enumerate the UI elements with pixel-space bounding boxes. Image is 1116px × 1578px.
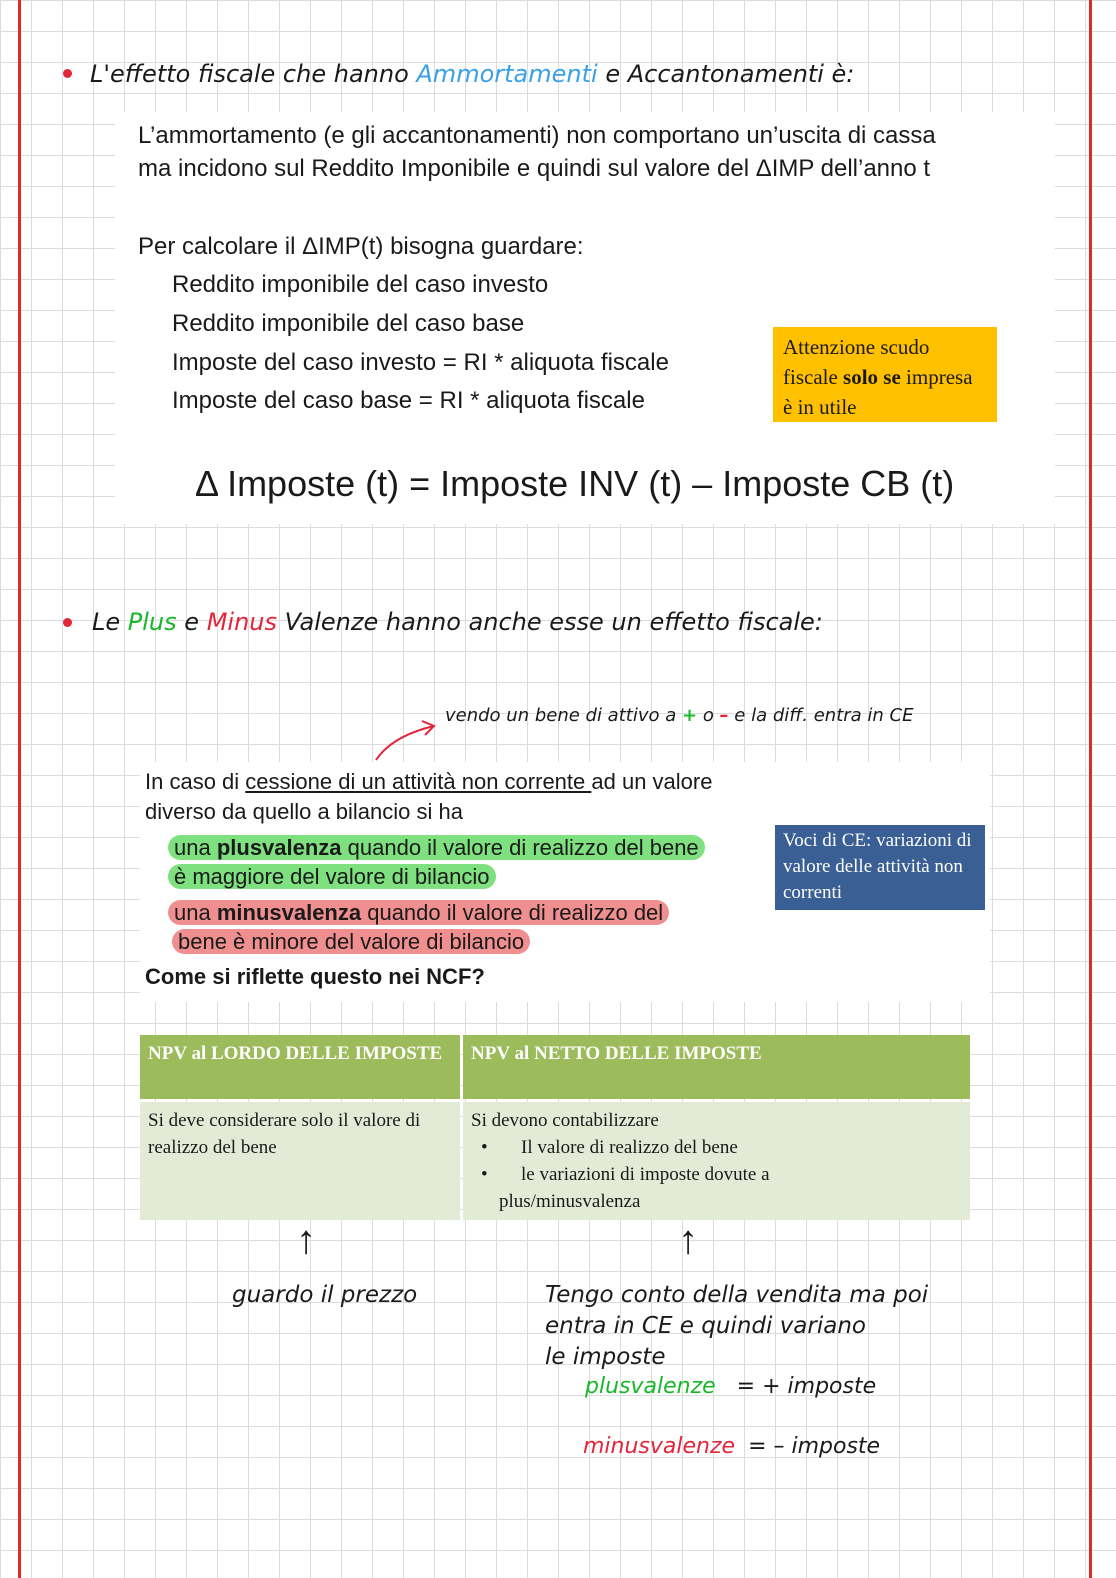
heading-text: L'effetto fiscale che hanno [90,60,409,88]
calc-item: Reddito imponibile del caso base [172,310,525,337]
ce-callout: Voci di CE: variazioni di valore delle attività non correnti [775,825,985,910]
bullet-dot [63,618,72,627]
minusvalenze-equation [583,1432,880,1462]
table-header-row [140,1035,970,1099]
cell-bullet-item [471,1161,962,1188]
curved-arrow-icon [370,718,442,764]
minusvalenza-highlight: bene è minore del valore di bilancio [172,929,530,954]
bullet-glyph: • [481,1164,488,1185]
cession-line [145,767,712,797]
cession-text: In caso di [145,769,246,794]
note-minus: – [719,705,729,726]
minus-text: quando il valore di realizzo del [361,900,664,925]
cell-intro: Si devono contabilizzare [471,1110,659,1131]
plusvalenza-line [168,833,705,863]
plusvalenza-line [168,862,496,892]
note-plus: + [681,705,698,726]
note-line: Tengo conto della vendita ma poi [545,1282,929,1308]
bullet-text: le variazioni di imposte dovute a [521,1164,770,1185]
calc-item: Reddito imponibile del caso investo [172,271,549,298]
plus-text: quando il valore di realizzo del bene [341,835,699,860]
note-line: entra in CE e quindi variano [545,1313,866,1339]
note-text: vendo un bene di attivo a [445,705,677,726]
section2-heading [92,606,823,638]
calc-item: Imposte del caso base = RI * aliquota fiscale [172,387,645,414]
bullet-dot [63,69,72,78]
minusvalenza-highlight [168,900,669,925]
bullet-continuation: plus/minusvalenza [499,1191,641,1212]
up-arrow-icon: ↑ [296,1218,316,1262]
heading-text: e [605,60,621,88]
cell-netto [463,1102,970,1220]
handwritten-note [445,703,913,729]
callout-text: impresa è in utile [783,365,973,419]
right-handwritten-note [545,1280,928,1373]
scudo-fiscale-callout [773,327,997,422]
bullet-glyph: • [481,1137,488,1158]
paragraph-line: ma incidono sul Reddito Imponibile e quindi sul valore del ΔIMP dell’anno t [138,155,931,182]
plusvalenze-word: plusvalenze [585,1374,716,1399]
cession-line: diverso da quello a bilancio si ha [145,799,463,824]
equation-rest: = – imposte [748,1434,881,1459]
note-text: o [702,705,714,726]
calc-item: Imposte del caso investo = RI * aliquota fiscale [172,349,669,376]
cession-underline: cessione di un attività non corrente [245,769,592,794]
minusvalenza-line [172,927,530,957]
right-margin-line [1089,0,1092,1578]
minusvalenze-word: minusvalenze [583,1434,736,1459]
callout-text: Attenzione scudo fiscale [783,335,930,389]
heading-minus: Minus [206,608,277,636]
bullet-text: Il valore di realizzo del bene [521,1137,738,1158]
npv-table [137,1032,973,1223]
plusvalenza-highlight: è maggiore del valore di bilancio [168,864,496,889]
minus-bold: minusvalenza [216,900,362,925]
heading-text: Le [92,608,121,636]
heading-plus: Plus [127,608,177,636]
equation-rest: = + imposte [736,1374,877,1399]
paragraph-line: L’ammortamento (e gli accantonamenti) non comportano un’uscita di cassa [138,122,936,149]
callout-bold: solo se [843,365,901,389]
plus-text: una [174,835,217,860]
table-row [140,1102,970,1220]
up-arrow-icon: ↑ [678,1218,698,1262]
heading-text: e [184,608,200,636]
plus-bold: plusvalenza [216,835,342,860]
heading-text: Valenze hanno anche esse un effetto fiscale: [284,608,823,636]
minusvalenza-line [168,898,669,928]
heading-ammortamenti: Ammortamenti [416,60,598,88]
heading-text: Accantonamenti è: [627,60,855,88]
minus-text: una [174,900,217,925]
note-line: le imposte [545,1344,666,1370]
cell-lordo: Si deve considerare solo il valore di realizzo del bene [140,1102,460,1220]
section1-heading [90,58,854,90]
note-text: e la diff. entra in CE [734,705,914,726]
delta-imposte-formula: Δ Imposte (t) = Imposte INV (t) – Imposte CB (t) [195,463,955,504]
cell-bullet-item [471,1134,962,1161]
header-lordo: NPV al LORDO DELLE IMPOSTE [140,1035,460,1099]
ncf-question: Come si riflette questo nei NCF? [145,964,485,989]
calc-intro: Per calcolare il ΔIMP(t) bisogna guardare: [138,233,584,260]
plusvalenza-highlight [168,835,705,860]
cession-text: ad un valore [591,769,713,794]
left-margin-line [18,0,21,1578]
header-netto: NPV al NETTO DELLE IMPOSTE [463,1035,970,1099]
plusvalenze-equation [585,1372,876,1402]
left-handwritten-note: guardo il prezzo [232,1282,418,1308]
